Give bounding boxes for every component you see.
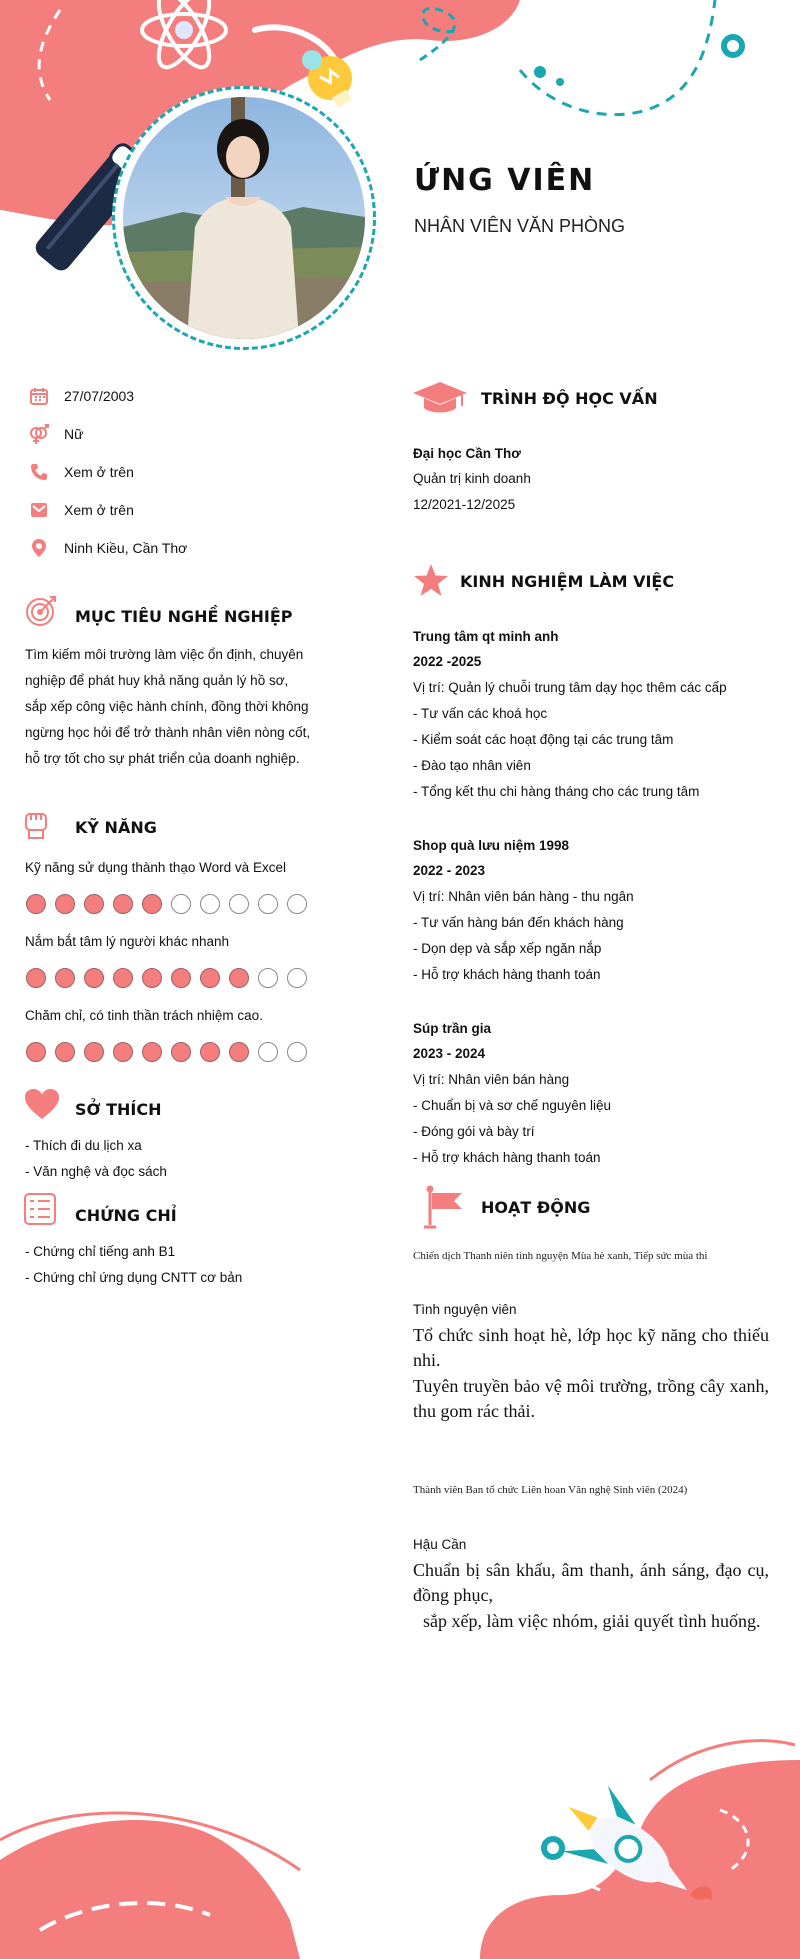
contact-location xyxy=(28,537,348,559)
job-company: Shop quà lưu niệm 1998 xyxy=(413,838,570,853)
candidate-position: NHÂN VIÊN VĂN PHÒNG xyxy=(414,216,626,236)
rating-dot-filled xyxy=(84,894,104,914)
rating-dot-empty xyxy=(287,1042,307,1062)
gender-icon xyxy=(28,423,50,445)
rating-dot-filled xyxy=(55,968,75,988)
job-task: - Chuẩn bị và sơ chế nguyên liệu xyxy=(413,1098,611,1113)
graduation-cap-icon xyxy=(412,380,468,416)
activity-desc: Tuyên truyền bảo vệ môi trường, trồng cây xanh, thu gom rác thải. xyxy=(413,1376,769,1421)
job-role: Vị trí: Nhân viên bán hàng - thu ngân xyxy=(413,889,634,904)
phone-icon xyxy=(28,461,50,483)
rating-dot-empty xyxy=(200,894,220,914)
rating-dot-empty xyxy=(287,894,307,914)
job-task: - Kiểm soát các hoạt động tại các trung tâm xyxy=(413,732,674,747)
lightbulb-glow xyxy=(302,50,322,70)
skill-label: Nắm bắt tâm lý người khác nhanh xyxy=(25,934,229,949)
certificate-item: - Chứng chỉ ứng dụng CNTT cơ bản xyxy=(25,1270,243,1285)
rating-dot-filled xyxy=(229,1042,249,1062)
star-icon xyxy=(413,563,449,597)
rating-dot-filled xyxy=(171,968,191,988)
objective-line: sắp xếp công việc hành chính, đồng thời không xyxy=(25,699,309,714)
objective-text xyxy=(25,642,320,772)
certificates-title: CHỨNG CHỈ xyxy=(75,1206,177,1225)
teal-ring xyxy=(724,37,742,55)
contact-gender xyxy=(28,423,348,445)
rating-dot-empty xyxy=(171,894,191,914)
rating-dot-filled xyxy=(113,894,133,914)
rating-dot-filled xyxy=(113,1042,133,1062)
activity-desc: sắp xếp, làm việc nhóm, giải quyết tình huống. xyxy=(423,1611,761,1631)
activity-desc: Chuẩn bị sân khấu, âm thanh, ánh sáng, đạo cụ, đồng phục, xyxy=(413,1560,769,1605)
bottom-decoration xyxy=(0,1720,800,1959)
rating-dot-filled xyxy=(200,1042,220,1062)
rating-dot-filled xyxy=(55,894,75,914)
experience-title: KINH NGHIỆM LÀM VIỆC xyxy=(460,572,675,591)
job-period: 2022 -2025 xyxy=(413,654,482,669)
rating-dot-filled xyxy=(55,1042,75,1062)
rating-dot-filled xyxy=(26,894,46,914)
education-title: TRÌNH ĐỘ HỌC VẤN xyxy=(481,389,658,408)
objective-line: nghiệp để phát huy khả năng quản lý hồ sơ, xyxy=(25,673,289,688)
dashed-curve-right xyxy=(520,0,715,115)
objective-line: ngừng học hỏi để trở thành nhân viên nòng cốt, xyxy=(25,725,311,740)
objective-title: MỤC TIÊU NGHỀ NGHIỆP xyxy=(75,607,293,626)
contact-dob-text: 27/07/2003 xyxy=(64,388,135,404)
bottom-teal-ring xyxy=(544,1839,562,1857)
education-major: Quản trị kinh doanh xyxy=(413,471,531,486)
job-task: - Dọn dẹp và sắp xếp ngăn nắp xyxy=(413,941,602,956)
objective-line: Tìm kiếm môi trường làm việc ổn định, chuyên xyxy=(25,647,304,662)
rating-dot-empty xyxy=(287,968,307,988)
activity-role: Tình nguyện viên xyxy=(413,1302,517,1317)
rating-dot-filled xyxy=(84,968,104,988)
heart-icon xyxy=(24,1088,60,1120)
bottom-left-blob xyxy=(0,1820,300,1959)
job-role: Vị trí: Quản lý chuỗi trung tâm dạy học thêm các cấp xyxy=(413,680,727,695)
activity-desc: Tổ chức sinh hoạt hè, lớp học kỹ năng cho thiếu nhi. xyxy=(413,1325,769,1370)
contact-phone xyxy=(28,461,348,483)
job-task: - Đào tạo nhân viên xyxy=(413,758,531,773)
certificate-item: - Chứng chỉ tiếng anh B1 xyxy=(25,1244,176,1259)
rating-dot-filled xyxy=(113,968,133,988)
contact-email-text: Xem ở trên xyxy=(64,502,134,518)
education-period: 12/2021-12/2025 xyxy=(413,497,516,512)
contact-dob xyxy=(28,385,348,407)
rating-dot-empty xyxy=(258,894,278,914)
hobby-item: - Văn nghệ và đọc sách xyxy=(25,1164,167,1179)
skill-label: Chăm chỉ, có tinh thần trách nhiệm cao. xyxy=(25,1008,263,1023)
job-task: - Hỗ trợ khách hàng thanh toán xyxy=(413,1150,601,1165)
small-teal-dot xyxy=(556,78,564,86)
teal-dot xyxy=(534,66,546,78)
rating-dot-empty xyxy=(258,1042,278,1062)
skill-rating xyxy=(26,968,307,988)
certificate-list-icon xyxy=(24,1193,56,1225)
skill-rating xyxy=(26,894,307,914)
job-period: 2023 - 2024 xyxy=(413,1046,486,1061)
job-role: Vị trí: Nhân viên bán hàng xyxy=(413,1072,570,1087)
job-task: - Đóng gói và bày trí xyxy=(413,1124,535,1139)
rating-dot-filled xyxy=(26,968,46,988)
objective-line: hỗ trợ tốt cho sự phát triển của doanh nghiệp. xyxy=(25,751,300,766)
rating-dot-filled xyxy=(171,1042,191,1062)
activity-name: Chiến dịch Thanh niên tình nguyện Mùa hè xanh, Tiếp sức mùa thi xyxy=(413,1250,708,1262)
job-task: - Tư vấn hàng bán đến khách hàng xyxy=(413,915,624,930)
rating-dot-filled xyxy=(26,1042,46,1062)
flag-icon xyxy=(424,1185,464,1229)
rating-dot-filled xyxy=(142,1042,162,1062)
hobbies-title: SỞ THÍCH xyxy=(75,1100,162,1119)
rating-dot-filled xyxy=(142,894,162,914)
candidate-name: ỨNG VIÊN xyxy=(414,163,596,198)
job-period: 2022 - 2023 xyxy=(413,863,486,878)
calendar-icon xyxy=(28,385,50,407)
activity-name: Thành viên Ban tổ chức Liên hoan Văn nghệ Sinh viên (2024) xyxy=(413,1484,688,1496)
rating-dot-empty xyxy=(258,968,278,988)
mail-icon xyxy=(28,499,50,521)
contact-gender-text: Nữ xyxy=(64,426,84,442)
rating-dot-filled xyxy=(142,968,162,988)
rating-dot-filled xyxy=(229,968,249,988)
rating-dot-filled xyxy=(84,1042,104,1062)
hobby-item: - Thích đi du lịch xa xyxy=(25,1138,142,1153)
job-company: Trung tâm qt minh anh xyxy=(413,629,559,644)
rating-dot-empty xyxy=(229,894,249,914)
profile-photo-frame xyxy=(112,86,376,350)
activity-role: Hậu Cần xyxy=(413,1537,467,1552)
skills-title: KỸ NĂNG xyxy=(75,818,157,837)
job-task: - Hỗ trợ khách hàng thanh toán xyxy=(413,967,601,982)
contact-location-text: Ninh Kiều, Cần Thơ xyxy=(64,540,188,556)
location-icon xyxy=(28,537,50,559)
job-task: - Tổng kết thu chi hàng tháng cho các trung tâm xyxy=(413,784,700,799)
skill-rating xyxy=(26,1042,307,1062)
skill-label: Kỹ năng sử dụng thành thạo Word và Excel xyxy=(25,860,286,875)
target-icon xyxy=(24,594,58,628)
rating-dot-filled xyxy=(200,968,220,988)
education-school: Đại học Cần Thơ xyxy=(413,446,521,461)
job-task: - Tư vấn các khoá học xyxy=(413,706,548,721)
fist-icon xyxy=(24,808,48,840)
profile-photo xyxy=(123,97,365,339)
contact-email xyxy=(28,499,348,521)
contact-phone-text: Xem ở trên xyxy=(64,464,134,480)
job-company: Súp trần gia xyxy=(413,1021,492,1036)
profile-photo-image xyxy=(123,97,365,339)
activities-title: HOẠT ĐỘNG xyxy=(481,1198,591,1217)
